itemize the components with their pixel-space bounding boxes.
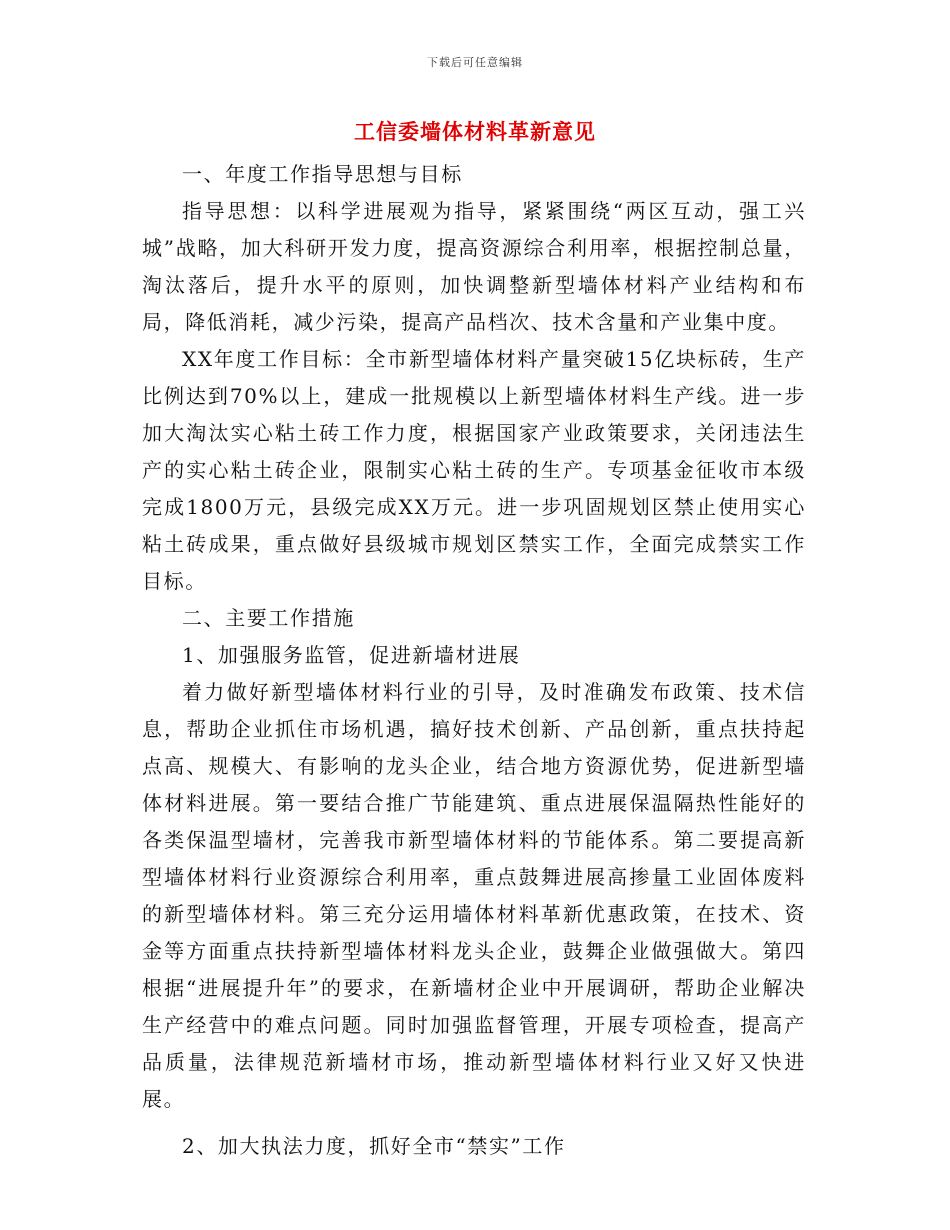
section-1-heading: 一、年度工作指导思想与目标 — [182, 162, 463, 186]
document-title: 工信委墙体材料革新意见 — [354, 119, 596, 144]
service-supervision-paragraph: 着力做好新型墙体材料行业的引导，及时准确发布政策、技术信息，帮助企业抓住市场机遇，搞好技术创新、产品创新，重点扶持起点高、规模大、有影响的龙头企业，结合地方资源优势，促进新型墙体材料进展。第一要结合推广节能建筑、重点进展保温隔热性能好的各类保温型墙材，完善我市新型墙体材料的节能体系。第二要提高新型墙体材料行业资源综合利用率，重点鼓舞进展高掺量工业固体废料的新型墙体材料。第三充分运用墙体材料革新优惠政策，在技术、资金等方面重点扶持新型墙体材料龙头企业，鼓舞企业做强做大。第四根据“进展提升年”的要求，在新墙材企业中开展调研，帮助企业解决生产经营中的难点问题。同时加强监督管理，开展专项检查，提高产品质量，法律规范新墙材市场，推动新型墙体材料行业又好又快进展。 — [142, 680, 806, 1111]
subsection-1-heading: 1、加强服务监管，促进新墙材进展 — [182, 643, 521, 667]
section-2-heading: 二、主要工作措施 — [182, 606, 355, 630]
annual-goal-paragraph: XX年度工作目标：全市新型墙体材料产量突破15亿块标砖，生产比例达到70%以上，建成一批规模以上新型墙体材料生产线。进一步加大淘汰实心粘土砖工作力度，根据国家产业政策要求，关闭违法生产的实心粘土砖企业，限制实心粘土砖的生产。专项基金征收市本级完成1800万元，县级完成XX万元。进一步巩固规划区禁止使用实心粘土砖成果，重点做好县级城市规划区禁实工作，全面完成禁实工作目标。 — [142, 347, 806, 593]
guiding-ideology-paragraph: 指导思想：以科学进展观为指导，紧紧围绕“两区互动，强工兴城”战略，加大科研开发力度，提高资源综合利用率，根据控制总量，淘汰落后，提升水平的原则，加快调整新型墙体材料产业结构和布局，降低消耗，减少污染，提高产品档次、技术含量和产业集中度。 — [142, 199, 806, 334]
header-note: 下载后可任意编辑 — [427, 56, 523, 69]
document-body — [142, 156, 806, 1165]
subsection-2-heading: 2、加大执法力度，抓好全市“禁实”工作 — [182, 1134, 566, 1158]
